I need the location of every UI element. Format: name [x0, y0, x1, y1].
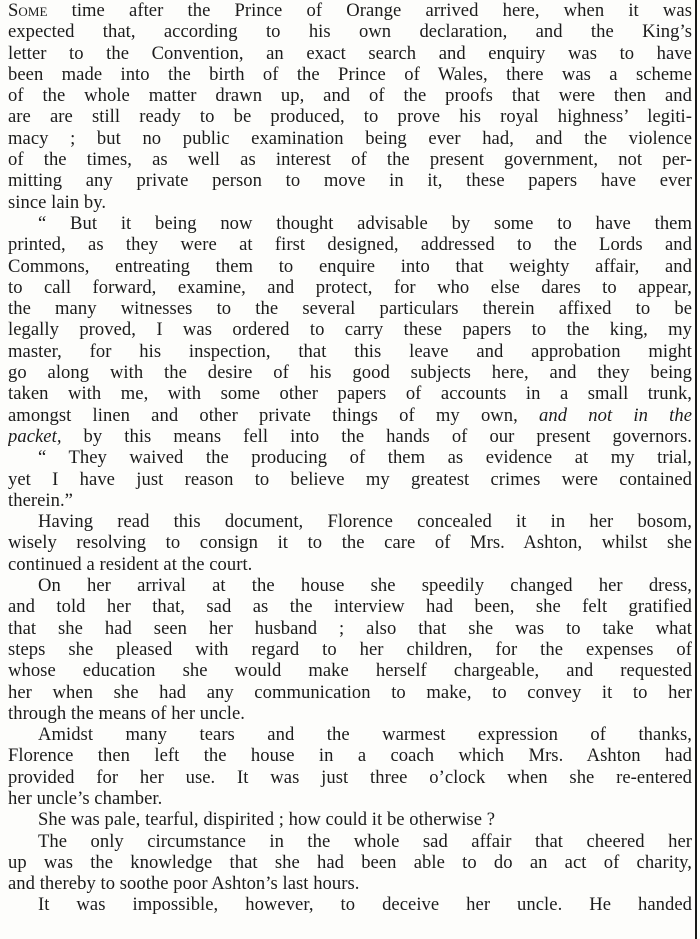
paragraph-9: [8, 894, 692, 915]
text-line: and thereby to soothe poor Ashton’s last hours.: [8, 873, 360, 895]
document-body: [8, 0, 692, 916]
text-line: She was pale, tearful, dispirited ; how could it be otherwise ?: [38, 809, 496, 831]
text-line: up was the knowledge that she had been able to do an act of charity,: [8, 851, 692, 873]
text-line: taken with me, with some other papers of accounts in a small trunk,: [8, 383, 692, 405]
text-line: “ They waived the producing of them as evidence at my trial,: [38, 447, 692, 469]
text-line: of the times, as well as interest of the present government, not per-: [8, 149, 692, 171]
text-line: whose education she would make herself chargeable, and requested: [8, 660, 692, 682]
paragraph-6: [8, 724, 692, 809]
text-line: since lain by.: [8, 191, 107, 213]
text-line: amongst linen and other private things of my own, and not in the: [8, 404, 692, 426]
text-line: continued a resident at the court.: [8, 553, 253, 575]
paragraph-3: [8, 447, 692, 511]
text-line: her uncle’s chamber.: [8, 787, 163, 809]
column-rule: [695, 0, 697, 939]
text-line: master, for his inspection, that this leave and approbation might: [8, 340, 692, 362]
text-line: provided for her use. It was just three o’clock when she re-entered: [8, 766, 692, 788]
text-line: Amidst many tears and the warmest expression of thanks,: [38, 724, 692, 746]
lead-small-caps: Some: [8, 0, 48, 21]
text-line: On her arrival at the house she speedily changed her dress,: [38, 575, 692, 597]
text-line: macy ; but no public examination being ever had, and the violence: [8, 127, 692, 149]
paragraph-2: [8, 213, 692, 447]
italic-phrase: and not in the: [539, 404, 692, 426]
text-line: therein.”: [8, 489, 73, 511]
text-line: printed, as they were at first designed, addressed to the Lords and: [8, 234, 692, 256]
text-line: that she had seen her husband ; also that she was to take what: [8, 617, 692, 639]
paragraph-5: [8, 575, 692, 724]
text-line: to call forward, examine, and protect, for who else dares to appear,: [8, 276, 692, 298]
text-line: Having read this document, Florence concealed it in her bosom,: [38, 511, 692, 533]
text-line: packet, by this means fell into the hands of our present governors.: [8, 425, 692, 447]
text-line: “ But it being now thought advisable by some to have them: [38, 212, 692, 234]
paragraph-1: [8, 0, 692, 213]
paragraph-8: [8, 831, 692, 895]
text-line: Commons, entreating them to enquire into that weighty affair, and: [8, 255, 692, 277]
italic-phrase: packet,: [8, 425, 62, 447]
text-line: and told her that, sad as the interview had been, she felt gratified: [8, 596, 692, 618]
text-line: Florence then left the house in a coach which Mrs. Ashton had: [8, 745, 692, 767]
text-line: the many witnesses to the several particulars therein affixed to be: [8, 298, 692, 320]
paragraph-7: [8, 809, 692, 830]
text-line: go along with the desire of his good subjects here, and they being: [8, 362, 692, 384]
text-line: letter to the Convention, an exact search and enquiry was to have: [8, 42, 692, 64]
text-line: are are still ready to be produced, to prove his royal highness’ legiti-: [8, 106, 692, 128]
text-line: steps she pleased with regard to her children, for the expenses of: [8, 638, 692, 660]
text-line: been made into the birth of the Prince of Wales, there was a scheme: [8, 63, 692, 85]
text-line: yet I have just reason to believe my greatest crimes were contained: [8, 468, 692, 490]
paragraph-4: [8, 511, 692, 575]
text-line: It was impossible, however, to deceive her uncle. He handed: [38, 894, 692, 916]
text-line: wisely resolving to consign it to the care of Mrs. Ashton, whilst she: [8, 532, 692, 554]
text-line: expected that, according to his own declaration, and the King’s: [8, 21, 692, 43]
text-line: mitting any private person to move in it, these papers have ever: [8, 170, 692, 192]
text-line: The only circumstance in the whole sad affair that cheered her: [38, 830, 692, 852]
text-line: her when she had any communication to make, to convey it to her: [8, 681, 692, 703]
text-line: Some time after the Prince of Orange arrived here, when it was: [8, 0, 692, 21]
text-line: through the means of her uncle.: [8, 702, 245, 724]
text-line: legally proved, I was ordered to carry these papers to the king, my: [8, 319, 692, 341]
text-line: of the whole matter drawn up, and of the proofs that were then and: [8, 85, 692, 107]
